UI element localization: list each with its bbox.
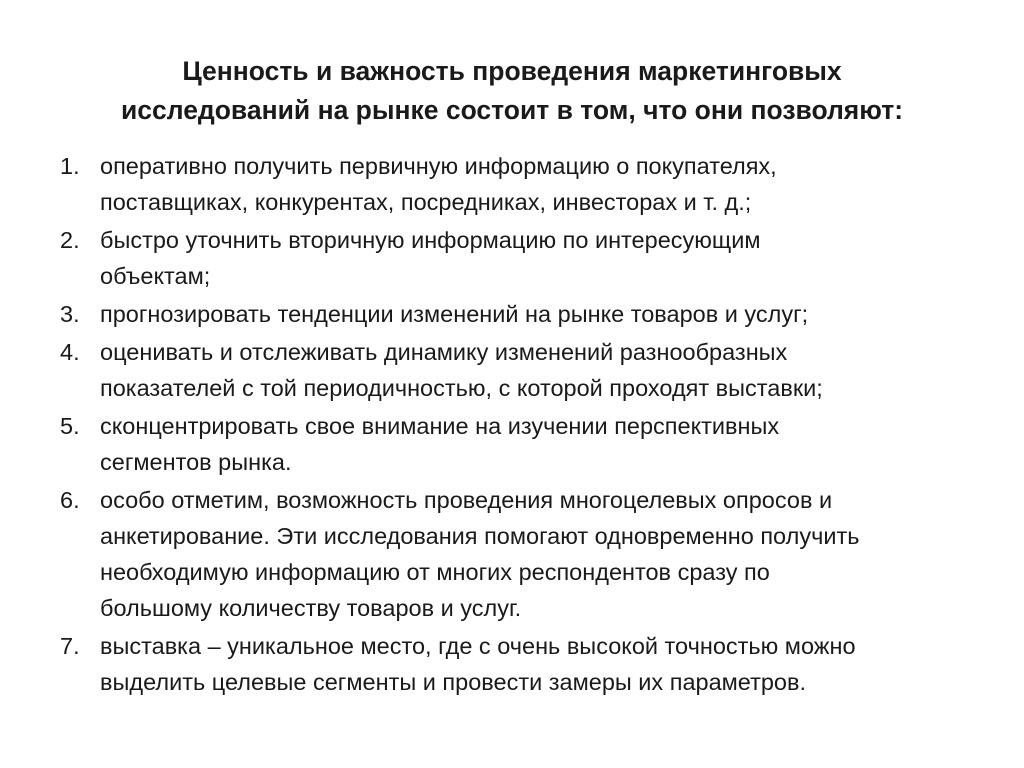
list-item-line: объектам;	[100, 263, 211, 289]
list-item-line: оценивать и отслеживать динамику изменений разнообразных	[100, 339, 788, 365]
list-item-line: большому количеству товаров и услуг.	[100, 595, 522, 621]
list-item-number: 1.	[60, 153, 80, 179]
list-item-line: показателей с той периодичностью, с которой проходят выставки;	[100, 375, 823, 401]
list-item-text	[100, 628, 980, 700]
list-item	[60, 482, 980, 626]
list-item-text	[100, 148, 980, 220]
list-item	[60, 148, 980, 220]
list-item-number: 3.	[60, 301, 80, 327]
title-line: Ценность и важность проведения маркетинговых	[182, 56, 842, 86]
list-item-line: необходимую информацию от многих респондентов сразу по	[100, 559, 770, 585]
list-item	[60, 628, 980, 700]
list-item-number: 5.	[60, 413, 80, 439]
list-item	[60, 408, 980, 480]
list-item	[60, 222, 980, 294]
list-item	[60, 334, 980, 406]
list-item-line: быстро уточнить вторичную информацию по интересующим	[100, 227, 761, 253]
title-line: исследований на рынке состоит в том, что они позволяют:	[120, 95, 904, 125]
list-item-line: анкетирование. Эти исследования помогают одновременно получить	[100, 523, 860, 549]
list-item-line: сконцентрировать свое внимание на изучении перспективных	[100, 413, 780, 439]
list-item-line: особо отметим, возможность проведения многоцелевых опросов и	[100, 487, 833, 513]
list-item-text	[100, 296, 980, 332]
list-item-line: оперативно получить первичную информацию о покупателях,	[100, 153, 777, 179]
list-item-text	[100, 222, 980, 294]
list-item-text	[100, 408, 980, 480]
list-item	[60, 296, 980, 332]
slide-title	[60, 52, 964, 130]
list-item-line: сегментов рынка.	[100, 449, 292, 475]
list-item-line: поставщиках, конкурентах, посредниках, инвесторах и т. д.;	[100, 189, 752, 215]
list-item-line: прогнозировать тенденции изменений на рынке товаров и услуг;	[100, 301, 809, 327]
list-item-line: выставка – уникальное место, где с очень высокой точностью можно	[100, 633, 856, 659]
list-item-number: 7.	[60, 633, 80, 659]
list-item-number: 2.	[60, 227, 80, 253]
list-item-line: выделить целевые сегменты и провести замеры их параметров.	[100, 669, 807, 695]
numbered-list	[60, 148, 980, 702]
list-item-text	[100, 482, 980, 626]
list-item-number: 4.	[60, 339, 80, 365]
list-item-number: 6.	[60, 487, 80, 513]
list-item-text	[100, 334, 980, 406]
